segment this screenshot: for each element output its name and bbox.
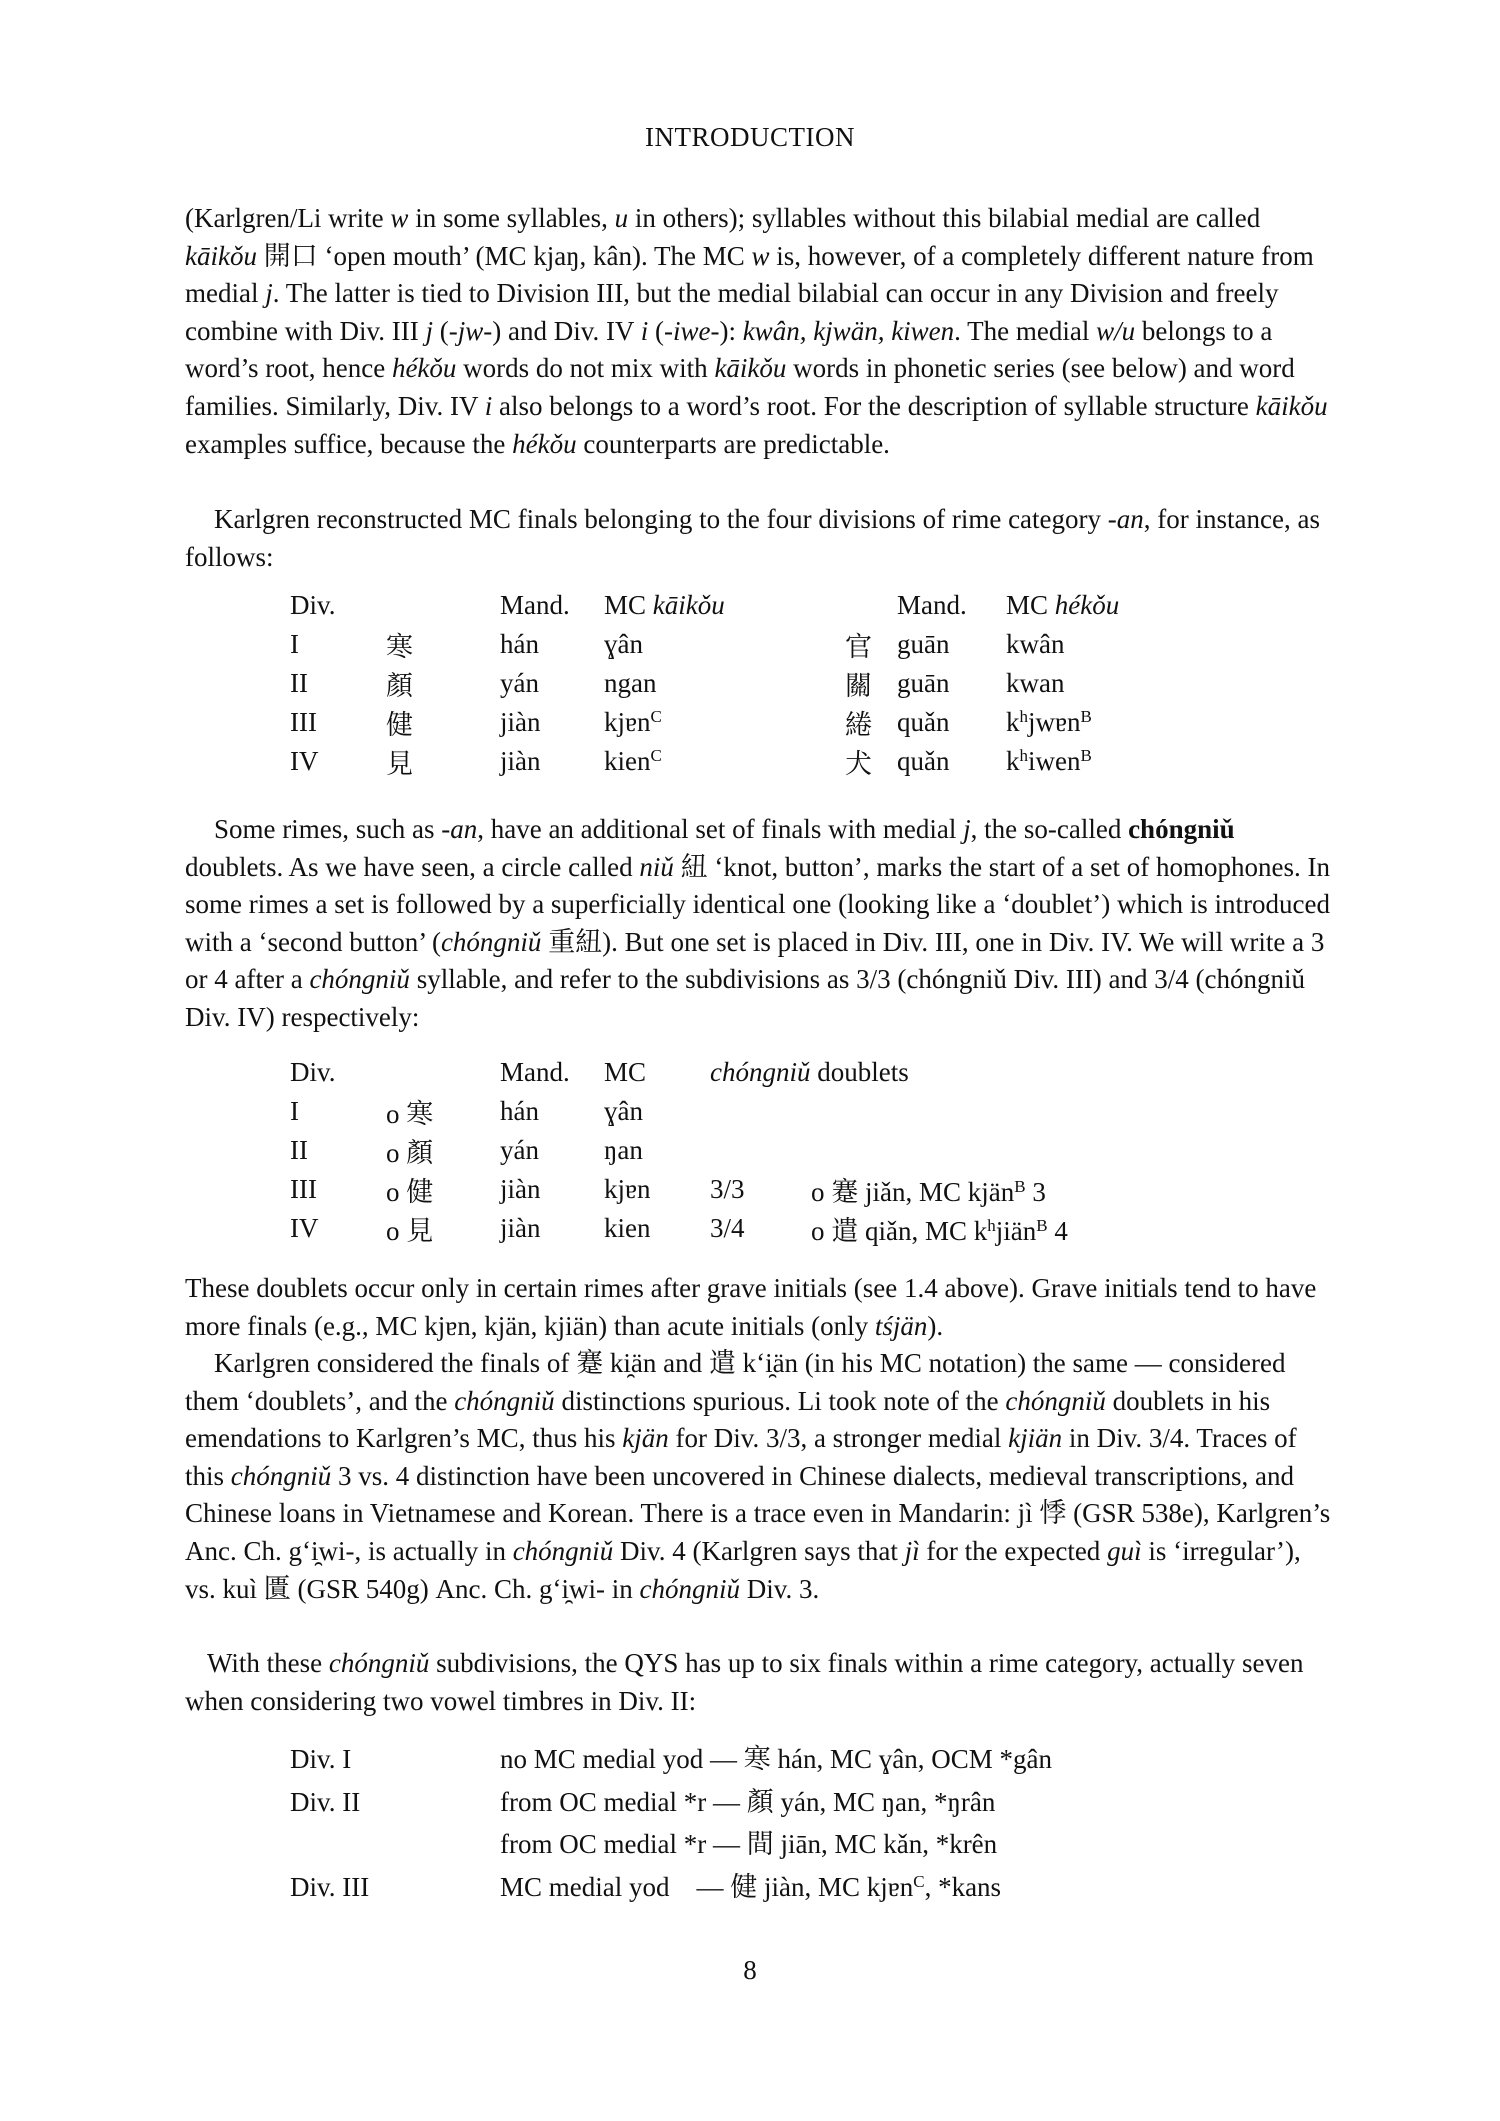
header-cell: Div.: [290, 590, 336, 621]
table-cell: III: [290, 706, 317, 737]
paragraph-karlgren-finals: Karlgren reconstructed MC finals belonging to the four divisions of rime category -an, for instance, as follows:: [185, 504, 1320, 572]
table-cell: 犬: [845, 748, 872, 779]
table-cell: ngan: [604, 667, 657, 698]
table-cell: 顏: [386, 670, 413, 701]
table-cell: quǎn: [897, 745, 950, 776]
paragraph-chongniu: Some rimes, such as -an, have an additional set of finals with medial j, the so-called chóngniǔ doublets. As we have seen, a circle called niǔ 紐 ‘knot, button’, marks the start of a set of homophones. In some rimes a set is followed by a superficially identical one (looking like a ‘doublet’) which is introduced with a ‘second button’ (chóngniǔ 重紐). But one set is placed in Div. III, one in Div. IV. We will write a 3 or 4 after a chóngniǔ syllable, and refer to the subdivisions as 3/3 (chóngniǔ Div. III) and 3/4 (chóngniǔ Div. IV) respectively:: [185, 814, 1330, 1032]
table-cell: o 寒: [386, 1098, 434, 1129]
table-cell: hán: [500, 628, 539, 659]
table-cell: guān: [897, 667, 950, 698]
table-cell: o 顏: [386, 1137, 434, 1168]
finals-table-header: [290, 587, 1156, 625]
table-cell: o 見: [386, 1215, 434, 1246]
table-row: [290, 664, 1156, 703]
division-label: Div. I: [290, 1744, 352, 1774]
chongniu-table: [290, 1054, 1211, 1248]
table-cell: yán: [500, 667, 539, 698]
table-cell: jiàn: [500, 1173, 541, 1204]
table-cell: kjɐn$^C$: [604, 706, 662, 737]
list-item: [290, 1738, 1290, 1781]
running-head: INTRODUCTION: [645, 122, 855, 152]
table-cell: [811, 1092, 1211, 1131]
division-description: from OC medial *r — 顏 yán, MC ŋan, *ŋrân: [500, 1786, 996, 1817]
table-cell: kwan: [1006, 667, 1065, 698]
table-cell: 健: [386, 709, 413, 740]
table-cell: o 蹇 jiǎn, MC kjän$^B$ 3: [811, 1176, 1046, 1207]
table-cell: kien$^C$: [604, 745, 662, 776]
table-cell: 綣: [845, 709, 872, 740]
table-cell: $k^hjwɐn^B$: [1006, 706, 1092, 737]
table-row: [290, 1209, 1211, 1248]
table-cell: jiàn: [500, 706, 541, 737]
table-row: [290, 703, 1156, 742]
table-cell: I: [290, 628, 299, 659]
table-cell: [710, 1092, 811, 1131]
table-cell: 寒: [386, 631, 413, 662]
table-cell: jiàn: [500, 1212, 541, 1243]
division-description: from OC medial *r — 間 jiān, MC kǎn, *krên: [500, 1829, 998, 1859]
table-row: [290, 625, 1156, 664]
table-cell: 官: [845, 631, 872, 662]
table-cell: 3/3: [710, 1173, 745, 1204]
paragraph-grave-initials: These doublets occur only in certain rimes after grave initials (see 1.4 above). Grave initials tend to have more finals (e.g., MC kjɐn, kjän, kjiän) than acute initials (only tśjän).: [185, 1273, 1317, 1341]
division-description: MC medial yod — 健 jiàn, MC kjɐn$^C$, *kans: [500, 1871, 1002, 1902]
table-cell: ɣân: [604, 628, 643, 659]
header-cell: Mand.: [500, 590, 570, 621]
table-cell: 3/4: [710, 1212, 745, 1243]
table-cell: jiàn: [500, 745, 541, 776]
division-list: [290, 1738, 1290, 1908]
table-cell: IV: [290, 1212, 319, 1243]
division-label: Div. II: [290, 1786, 361, 1817]
table-row: [290, 742, 1156, 781]
table-cell: hán: [500, 1095, 539, 1126]
header-cell: Mand.: [500, 1057, 570, 1088]
table-cell: yán: [500, 1134, 539, 1165]
header-cell: [845, 587, 897, 625]
page-number: 8: [743, 1955, 757, 1985]
header-cell: Mand.: [897, 590, 967, 621]
table-cell: II: [290, 1134, 308, 1165]
header-cell: MC: [604, 1057, 647, 1088]
header-cell: MC kāikǒu: [604, 590, 725, 621]
table-cell: quǎn: [897, 706, 950, 737]
header-cell: Div.: [290, 1057, 336, 1088]
table-cell: guān: [897, 628, 950, 659]
paragraph-kaikou-hekou: (Karlgren/Li write w in some syllables, u in others); syllables without this bilabial medial are called kāikǒu 開口 ‘open mouth’ (MC kjaŋ, kân). The MC w is, however, of a completely different nature from medial j. The latter is tied to Division III, but the medial bilabial can occur in any Division and freely combine with Div. III j (-jw-) and Div. IV i (-iwe-): kwân, kjwän, kiwen. The medial w/u belongs to a word’s root, hence hékǒu words do not mix with kāikǒu words in phonetic series (see below) and word families. Similarly, Div. IV i also belongs to a word’s root. For the description of syllable structure kāikǒu examples suffice, because the hékǒu counterparts are predictable.: [185, 203, 1328, 459]
list-item: [290, 1781, 1290, 1824]
table-row: [290, 1092, 1211, 1131]
list-item: [290, 1866, 1290, 1909]
table-cell: [811, 1131, 1211, 1170]
table-cell: I: [290, 1095, 299, 1126]
table-row: [290, 1131, 1211, 1170]
table-cell: 見: [386, 748, 413, 779]
table-cell: IV: [290, 745, 319, 776]
table-cell: kien: [604, 1212, 651, 1243]
table-cell: ŋan: [604, 1134, 643, 1165]
header-cell: MC hékǒu: [1006, 590, 1120, 621]
division-description: no MC medial yod — 寒 hán, MC ɣân, OCM *gân: [500, 1744, 1052, 1774]
list-item: [290, 1823, 1290, 1866]
header-cell: chóngniǔ doublets: [710, 1057, 909, 1088]
table-cell: kjɐn: [604, 1173, 651, 1204]
chongniu-table-header: [290, 1054, 1211, 1092]
header-cell: [386, 587, 500, 625]
table-cell: III: [290, 1173, 317, 1204]
table-cell: $k^hiwen^B$: [1006, 745, 1092, 776]
paragraph-qys-finals: With these chóngniǔ subdivisions, the QYS has up to six finals within a rime category, actually seven when considering two vowel timbres in Div. II:: [185, 1648, 1304, 1716]
paragraph-karlgren-doublets: Karlgren considered the finals of 蹇 ki̯än and 遣 k‘i̯än (in his MC notation) the same — considered them ‘doublets’, and the chóngniǔ distinctions spurious. Li took note of the chóngniǔ doublets in his emendations to Karlgren’s MC, thus his kjän for Div. 3/3, a stronger medial kjiän in Div. 3/4. Traces of this chóngniǔ 3 vs. 4 distinction have been uncovered in Chinese dialects, medieval transcriptions, and Chinese loans in Vietnamese and Korean. There is a trace even in Mandarin: jì 悸 (GSR 538e), Karlgren’s Anc. Ch. g‘i̯wi-, is actually in chóngniǔ Div. 4 (Karlgren says that jì for the expected guì is ‘irregular’), vs. kuì 匱 (GSR 540g) Anc. Ch. g‘i̯wi- in chóngniǔ Div. 3.: [185, 1348, 1331, 1604]
table-cell: o 遣 qiǎn, MC $k^hjiän^B$ 4: [811, 1215, 1068, 1246]
table-cell: II: [290, 667, 308, 698]
table-row: [290, 1170, 1211, 1209]
table-cell: kwân: [1006, 628, 1065, 659]
division-label: Div. III: [290, 1871, 370, 1902]
table-cell: [710, 1131, 811, 1170]
header-cell: [386, 1054, 500, 1092]
finals-table: [290, 587, 1156, 781]
table-cell: ɣân: [604, 1095, 643, 1126]
table-cell: 關: [845, 670, 872, 701]
table-cell: o 健: [386, 1176, 434, 1207]
